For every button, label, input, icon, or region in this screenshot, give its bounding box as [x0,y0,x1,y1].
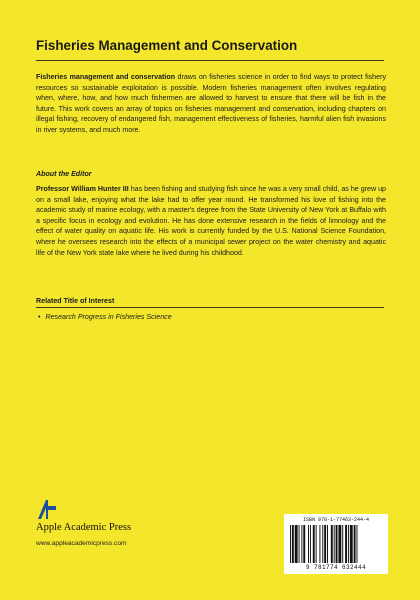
editor-bio-paragraph [36,184,386,258]
editor-name: Professor William Hunter III [36,185,129,193]
related-title-heading: Related Title of Interest [36,297,115,305]
related-title-label: Research Progress in Fisheries Science [45,313,172,321]
barcode-bars [290,525,382,563]
description-paragraph [36,72,386,136]
isbn-barcode [284,514,388,574]
description-lead: Fisheries management and conservation [36,73,176,81]
isbn-label: ISBN 978-1-77463-244-4 [302,517,369,523]
publisher-url: www.appleacademicpress.com [36,540,127,547]
apple-academic-press-logo-icon [36,498,58,520]
title-divider [36,60,384,61]
about-editor-heading: About the Editor [36,170,92,178]
description-body: draws on fisheries science in order to find ways to protect fishery resources so sustainable exploitation is possible. Modern fisheries management often involves regulating when, where, how, and how much fishermen are allowed to harvest to ensure that there will be fish in the future. This work covers an array of topics on fisheries management and conservation, including chapters on illegal fishing, recovery of endangered fish, management effectiveness of fisheries, harmful alien fish invasions in river systems, and much more. [36,73,386,134]
publisher-name: Apple Academic Press [36,522,132,533]
book-title: Fisheries Management and Conservation [36,38,298,53]
bullet: • [38,313,41,321]
editor-bio: has been fishing and studying fish since he was a very small child, as he grew up on a small lake, enjoying what the lake had to offer year round. He transformed his love of fishing into the academic study of marine ecology, with a master's degree from the State University of New York at Buffalo with a specific focus in ecology and evolution. He has done extensive research in the fields of limnology and the effect of water quality on aquatic life. His work is currently funded by the U.S. National Science Foundation, where he oversees research into the effects of a municipal sewer project on the water chemistry and aquatic life of the New York state lake where he lived during his childhood. [36,185,386,257]
related-title-item [38,313,172,321]
related-divider [36,307,384,308]
barcode-number: 9 781774 632444 [305,564,366,571]
